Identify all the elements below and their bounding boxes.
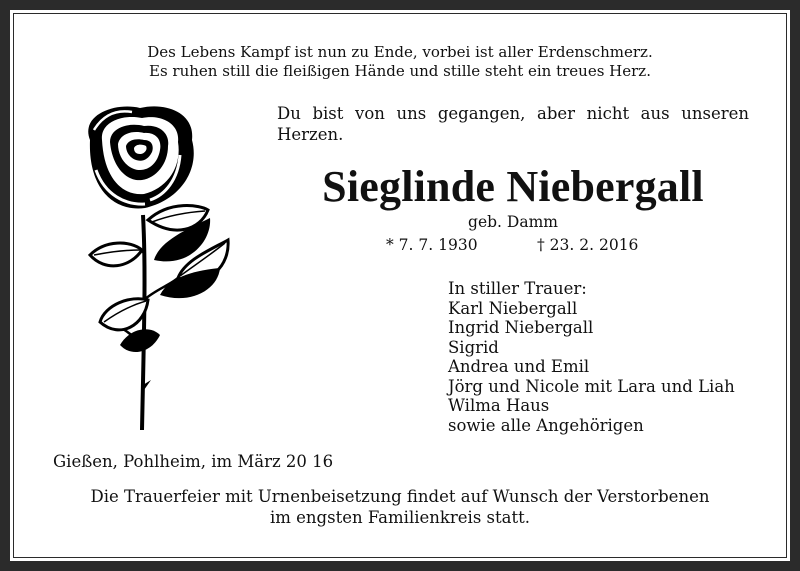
- mourner-name: Andrea und Emil: [448, 357, 590, 376]
- funeral-notice: [60, 486, 740, 528]
- quote-text: Du bist von uns gegangen, aber nicht aus unseren Herzen.: [277, 104, 749, 144]
- mourner-name: Jörg und Nicole mit Lara und Liah: [448, 376, 735, 396]
- mourner-name: Karl Niebergall: [448, 298, 578, 318]
- funeral-notice-line-2: im engsten Familienkreis statt.: [270, 508, 530, 527]
- mourner-name: Ingrid Niebergall: [448, 318, 594, 337]
- birth-date: * 7. 7. 1930: [386, 236, 478, 254]
- deceased-name: Sieglinde Niebergall: [322, 162, 704, 211]
- mourner-name: Sigrid: [448, 337, 499, 357]
- funeral-notice-line-1: Die Trauerfeier mit Urnenbeisetzung findet auf Wunsch der Verstorbenen: [90, 487, 710, 506]
- motto-line-1: Des Lebens Kampf ist nun zu Ende, vorbei ist aller Erdenschmerz.: [147, 43, 653, 61]
- mourners-heading: In stiller Trauer:: [448, 279, 587, 298]
- motto-line-2: Es ruhen still die fleißigen Hände und stille steht ein treues Herz.: [149, 62, 651, 80]
- mourner-name: sowie alle Angehörigen: [448, 415, 644, 435]
- place-date: Gießen, Pohlheim, im März 20 16: [53, 452, 334, 471]
- rose-icon: [60, 100, 240, 435]
- birth-name: geb. Damm: [468, 213, 558, 231]
- mourners-list: [448, 279, 735, 435]
- mourner-name: Wilma Haus: [448, 396, 550, 415]
- death-date: † 23. 2. 2016: [537, 236, 639, 254]
